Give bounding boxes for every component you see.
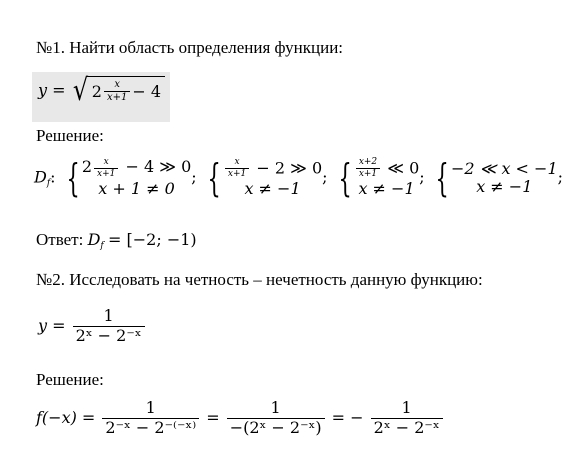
system-2: { $\frac{x}{x+1}$ − 2 ≫ 0 x ≠ −1 bbox=[207, 156, 323, 201]
sys4-row2: x ≠ −1 bbox=[476, 177, 533, 197]
task2-function-fraction bbox=[73, 308, 145, 345]
minus-four: − 4 bbox=[132, 82, 162, 101]
sys2-den: x+1 bbox=[225, 168, 249, 179]
task2-derivation bbox=[36, 400, 445, 437]
sys2-num: x bbox=[234, 157, 240, 167]
f-of-minus-x: f(−x) = bbox=[36, 407, 96, 427]
sys3-row1-rest: ≪ 0 bbox=[387, 158, 420, 178]
sys2-fraction bbox=[225, 158, 249, 180]
function-eq: = bbox=[52, 80, 66, 100]
frac3-num: 1 bbox=[401, 398, 412, 417]
system-4: { −2 ≪ x < −1 x ≠ −1 bbox=[435, 156, 558, 201]
sqrt-sign: √ bbox=[72, 73, 88, 108]
task1-heading: №1. Найти область определения функции: bbox=[36, 38, 344, 57]
answer-value: = [−2; −1) bbox=[108, 230, 197, 249]
derivation-fraction-2 bbox=[227, 400, 325, 437]
system-3: { $\frac{x+2}{x+1}$ ≪ 0 x ≠ −1 bbox=[338, 156, 420, 201]
answer-domain-symbol: D bbox=[87, 230, 101, 249]
sys3-num: x+2 bbox=[358, 157, 378, 167]
task2-function bbox=[38, 308, 147, 345]
equals-2: = bbox=[206, 407, 220, 427]
sqrt-expression bbox=[71, 73, 165, 108]
sys4-row1: −2 ≪ x < −1 bbox=[450, 158, 558, 178]
frac3-den: 2ˣ − 2⁻ˣ bbox=[371, 418, 443, 437]
sys1-row2: x + 1 ≠ 0 bbox=[98, 178, 175, 198]
task1-function bbox=[38, 73, 165, 108]
task2-function-num: 1 bbox=[103, 306, 114, 325]
derivation-fraction-1 bbox=[102, 400, 199, 437]
frac2-den: −(2ˣ − 2⁻ˣ) bbox=[227, 418, 325, 437]
task2-function-lhs: y = bbox=[38, 315, 66, 335]
domain-derivation: Df: { 2 $\frac{x}{x+1}$ − 4 ≫ 0 x + 1 ≠ 0 ; { $\frac{x}{x+1}$ − 2 ≫ 0 x ≠ −1 ; { $\frac{x+2}{x+1}$ ≪ 0 x ≠ −1 ; { −2 ≪ x < −1 x ≠ −1 ; bbox=[34, 156, 564, 201]
exponent-denominator: x+1 bbox=[104, 91, 130, 104]
derivation-fraction-3 bbox=[371, 400, 443, 437]
system-1: { 2 $\frac{x}{x+1}$ − 4 ≫ 0 x + 1 ≠ 0 bbox=[66, 156, 192, 201]
sys1-row1-rest: − 4 ≫ 0 bbox=[125, 157, 192, 176]
equals-minus: = − bbox=[331, 407, 364, 427]
power-base: 2 bbox=[91, 82, 102, 101]
radicand bbox=[88, 76, 165, 106]
sys1-exp-num: x bbox=[103, 157, 109, 167]
sys2-row1-rest: − 2 ≫ 0 bbox=[256, 158, 323, 178]
answer-domain-subscript: f bbox=[100, 241, 104, 251]
domain-subscript: f bbox=[46, 178, 51, 189]
task2-solution-label: Решение: bbox=[36, 370, 104, 389]
frac1-den: 2⁻ˣ − 2⁻⁽⁻ˣ⁾ bbox=[102, 418, 199, 437]
sys3-row2: x ≠ −1 bbox=[358, 178, 415, 198]
answer-label: Ответ: bbox=[36, 230, 84, 249]
sys2-row2: x ≠ −1 bbox=[244, 178, 301, 198]
task1-answer bbox=[36, 230, 197, 251]
exponent-fraction bbox=[104, 80, 130, 104]
sys1-exponent bbox=[94, 158, 118, 180]
frac1-num: 1 bbox=[145, 398, 156, 417]
frac2-num: 1 bbox=[270, 398, 281, 417]
sys3-den: x+1 bbox=[356, 168, 380, 179]
exponent-numerator: x bbox=[114, 78, 120, 90]
domain-symbol: D bbox=[34, 167, 47, 187]
task2-heading: №2. Исследовать на четность – нечетность данную функцию: bbox=[36, 270, 483, 289]
task2-function-den: 2ˣ − 2⁻ˣ bbox=[73, 326, 145, 345]
sys3-fraction bbox=[356, 158, 380, 180]
sys1-exp-den: x+1 bbox=[94, 168, 118, 179]
task1-solution-label: Решение: bbox=[36, 126, 104, 145]
sys1-base: 2 bbox=[81, 157, 93, 176]
function-lhs: y bbox=[38, 80, 48, 100]
